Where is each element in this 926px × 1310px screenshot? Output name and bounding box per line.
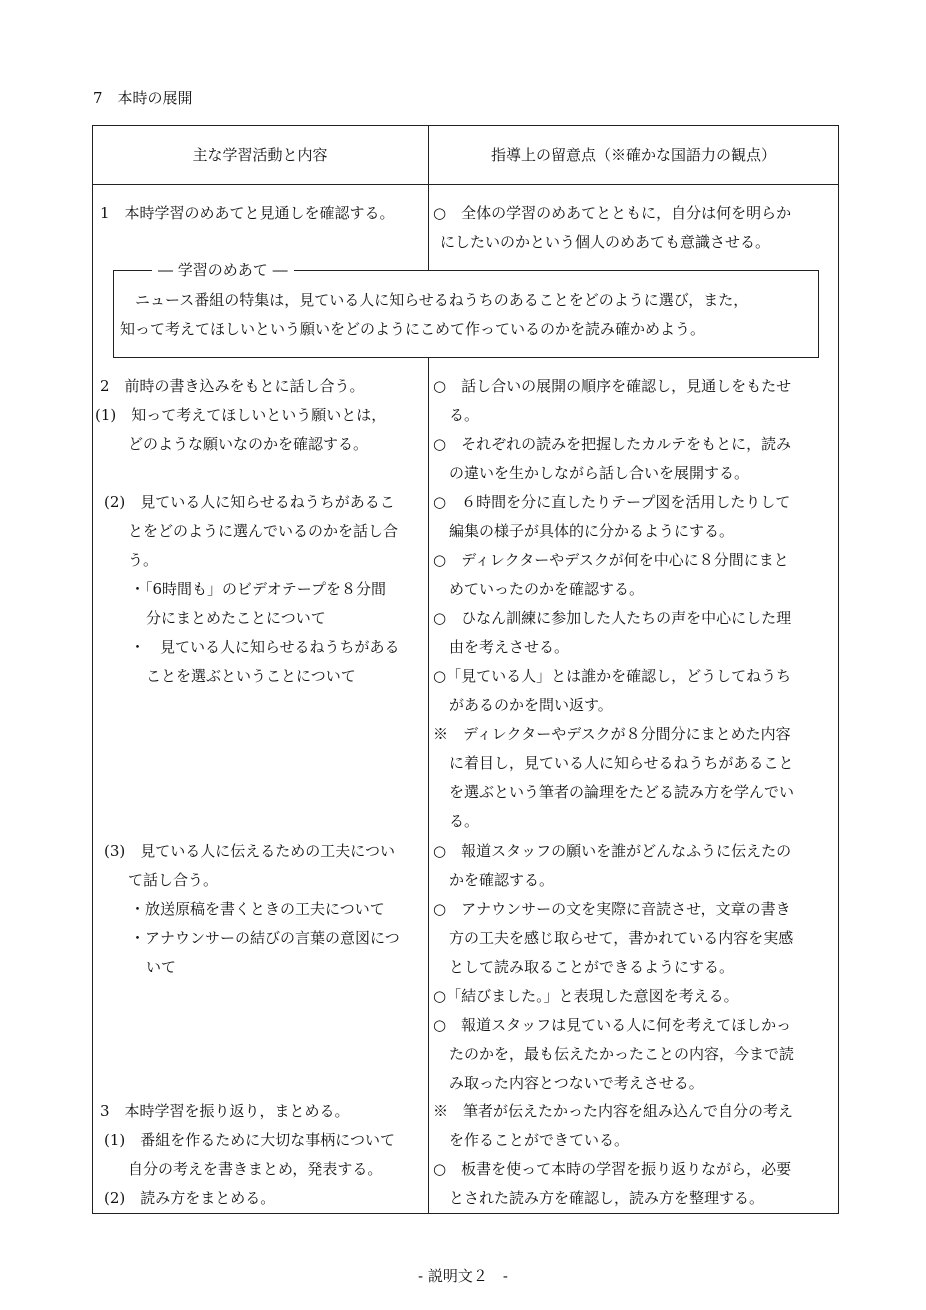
header-right: 指導上の留意点（※確かな国語力の観点）: [490, 146, 776, 164]
right-line: ○ 板書を使って本時の学習を振り返りながら，必要: [433, 1160, 792, 1178]
right-line: として読み取ることができるようにする。: [449, 958, 735, 976]
right-line: に着目し，見ている人に知らせるねうちがあること: [449, 754, 794, 772]
goal-line: ニュース番組の特集は，見ている人に知らせるねうちのあることをどのように選び，また，: [135, 291, 749, 309]
goal-box-legend-dash: ―: [158, 261, 178, 279]
right-line: 編集の様子が具体的に分かるようにする。: [449, 522, 735, 540]
goal-line: 知って考えてほしいという願いをどのようにこめて作っているのかを読み確かめよう。: [120, 320, 706, 338]
page-footer: - 説明文２ -: [418, 1267, 508, 1285]
left-line: ことを選ぶということについて: [146, 667, 356, 685]
left-line: ・ 見ている人に知らせるねうちがある: [130, 638, 400, 656]
right-line: かを確認する。: [449, 871, 555, 889]
right-line: ○ 話し合いの展開の順序を確認し，見通しをもたせ: [433, 377, 792, 395]
left-line: とをどのように選んでいるのかを話し合: [128, 522, 399, 540]
right-line: 由を考えさせる。: [449, 638, 570, 656]
left-line: (1) 知って考えてほしいという願いとは，: [95, 406, 387, 424]
header-bottom-border: [92, 184, 839, 185]
left-line: う。: [128, 551, 159, 569]
right-line: ○「結びました。」と表現した意図を考える。: [433, 987, 739, 1005]
right-line: み取った内容とつないで考えさせる。: [449, 1074, 704, 1092]
table-right-border: [838, 125, 839, 1214]
left-line: ・放送原稿を書くときの工夫について: [130, 900, 385, 918]
right-line: たのかを，最も伝えたかったことの内容，今まで読: [449, 1045, 795, 1063]
right-line: る。: [449, 812, 480, 830]
table-bottom-border: [92, 1213, 839, 1214]
left-line: て話し合う。: [128, 871, 219, 889]
right-line: ○ それぞれの読みを把握したカルテをもとに，読み: [433, 435, 792, 453]
right-line: とされた読み方を確認し，読み方を整理する。: [449, 1189, 765, 1207]
step1-right-line: ○ 全体の学習のめあてとともに，自分は何を明らか: [433, 204, 792, 222]
right-line: ※ ディレクターやデスクが８分間分にまとめた内容: [433, 725, 791, 743]
right-line: めていったのかを確認する。: [449, 580, 645, 598]
goal-box: [113, 270, 819, 358]
step1-right-line: にしたいのかという個人のめあても意識させる。: [440, 233, 771, 251]
right-line: の違いを生かしながら話し合いを展開する。: [449, 464, 750, 482]
left-line: 3 本時学習を振り返り，まとめる。: [100, 1102, 350, 1120]
left-line: 分にまとめたことについて: [146, 609, 326, 627]
right-line: ○ ひなん訓練に参加した人たちの声を中心にした理: [433, 609, 792, 627]
section-title: 7 本時の展開: [93, 89, 193, 107]
goal-box-legend-dash: ―: [267, 261, 288, 279]
left-line: いて: [146, 958, 177, 976]
right-line: ○ 報道スタッフの願いを誰がどんなふうに伝えたの: [433, 842, 792, 860]
left-line: 自分の考えを書きまとめ，発表する。: [128, 1160, 383, 1178]
table-left-border: [92, 125, 93, 1214]
right-line: ○ ディレクターやデスクが何を中心に８分間にまと: [433, 551, 789, 569]
right-line: ○「見ている人」とは誰かを確認し，どうしてねうち: [433, 667, 792, 685]
right-line: る。: [449, 406, 480, 424]
goal-box-legend: [152, 260, 294, 280]
header-left: 主な学習活動と内容: [192, 146, 328, 164]
left-line: 2 前時の書き込みをもとに話し合う。: [100, 377, 365, 395]
right-line: を作ることができている。: [449, 1131, 630, 1149]
table-top-border: [92, 125, 839, 126]
right-line: ○ ６時間を分に直したりテープ図を活用したりして: [433, 493, 791, 511]
right-line: 方の工夫を感じ取らせて，書かれている内容を実感: [449, 929, 794, 947]
left-line: (2) 読み方をまとめる。: [104, 1189, 276, 1207]
goal-box-legend-text: 学習のめあて: [177, 261, 268, 279]
left-line: (1) 番組を作るために大切な事柄について: [104, 1131, 395, 1149]
left-line: ・「6時間も」のビデオテープを８分間: [130, 580, 386, 598]
right-line: があるのかを問い返す。: [449, 696, 613, 714]
right-line: ※ 筆者が伝えたかった内容を組み込んで自分の考え: [433, 1102, 794, 1120]
left-line: (2) 見ている人に知らせるねうちがあるこ: [104, 493, 395, 511]
left-line: どのような願いなのかを確認する。: [128, 435, 369, 453]
right-line: を選ぶという筆者の論理をたどる読み方を学んでい: [449, 783, 795, 801]
left-line: ・アナウンサーの結びの言葉の意図につ: [130, 929, 400, 947]
left-line: (3) 見ている人に伝えるための工夫につい: [104, 842, 395, 860]
right-line: ○ アナウンサーの文を実際に音読させ，文章の書き: [433, 900, 791, 918]
right-line: ○ 報道スタッフは見ている人に何を考えてほしかっ: [433, 1016, 792, 1034]
step1-left: 1 本時学習のめあてと見通しを確認する。: [100, 204, 395, 222]
